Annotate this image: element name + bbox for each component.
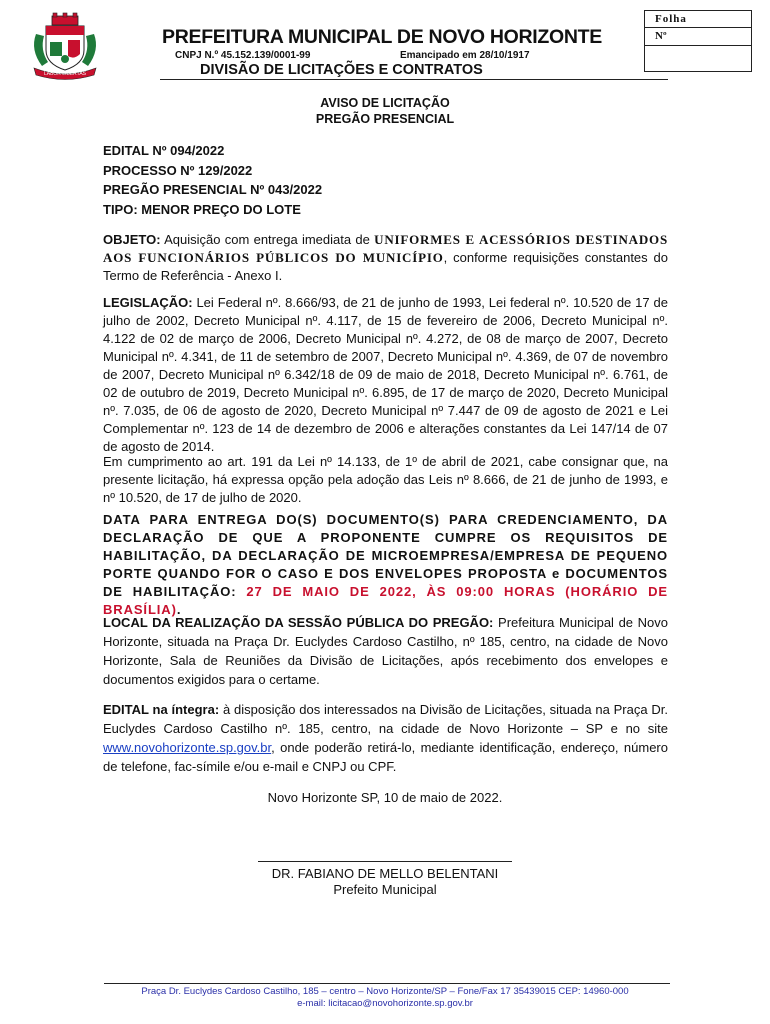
footer-email: e-mail: licitacao@novohorizonte.sp.gov.br xyxy=(297,998,473,1009)
local-paragraph xyxy=(103,613,668,689)
folha-stamp-box xyxy=(644,10,752,72)
municipal-coat-of-arms xyxy=(28,12,102,80)
aviso-title: AVISO DE LICITAÇÃO xyxy=(320,96,450,110)
numero-label: Nº xyxy=(645,28,751,46)
municipality-title: PREFEITURA MUNICIPAL DE NOVO HORIZONTE xyxy=(162,26,603,48)
data-entrega-end: . xyxy=(176,602,182,617)
header-divider xyxy=(160,79,668,80)
division-title: DIVISÃO DE LICITAÇÕES E CONTRATOS xyxy=(200,62,483,78)
data-entrega-text: DATA PARA ENTREGA DO(S) DOCUMENTO(S) PARA CREDENCIAMENTO, DA DECLARAÇÃO DE QUE A PROPONENTE CUMPRE OS REQUISITOS DE HABILITAÇÃO, DA DECLARAÇÃO DE MICROEMPRESA/EMPRESA DE PEQUENO PORTE QUANDO FOR O CASO E DOS ENVELOPES PROPOSTA e DOCUMENTOS DE HABILITAÇÃO: xyxy=(103,512,668,599)
cnpj-text: CNPJ N.º 45.152.139/0001-99 xyxy=(175,50,311,61)
coat-banner-text: LABOR LIBERTAS xyxy=(43,71,87,77)
tipo-line: TIPO: MENOR PREÇO DO LOTE xyxy=(103,201,301,217)
objeto-post: , conforme requisições constantes do Termo de Referência - Anexo I. xyxy=(103,250,668,283)
edital-number: EDITAL Nº 094/2022 xyxy=(103,143,225,158)
emancipation-text: Emancipado em 28/10/1917 xyxy=(400,50,530,61)
edital-integra-post: , onde poderão retirá-lo, mediante identificação, endereço, número de telefone, fac-símile e/ou e-mail e CNPJ ou CPF. xyxy=(103,740,668,774)
signatory-name: DR. FABIANO DE MELLO BELENTANI xyxy=(271,866,499,881)
legislacao-paragraph xyxy=(103,294,668,456)
identification-block xyxy=(103,141,322,219)
legislacao-text: Lei Federal nº. 8.666/93, de 21 de junho de 1993, Lei federal nº. 10.520 de 17 de julho de 2002, Decreto Municipal nº. 4.117, de 15 de fevereiro de 2006, Decreto Municipal nº. 4.122 de 02 de março de 2006, Decreto Municipal nº. 4.272, de 08 de março de 2007, Decreto Municipal nº. 4.341, de 11 de setembro de 2007, Decreto Municipal nº. 4.369, de 07 de novembro de 2007, Decreto Municipal nº 6.342/18 de 09 de maio de 2018, Decreto Municipal nº. 6.761, de 02 de outubro de 2019, Decreto Municipal nº. 6.895, de 17 de março de 2020, Decreto Municipal nº. 7.035, de 06 de agosto de 2020, Decreto Municipal nº 7.447 de 09 de agosto de 2021 e Lei Complementar nº. 123 de 14 de dezembro de 2006 e alterações constantes da Lei 147/14 de 07 de agosto de 2014. xyxy=(103,295,668,454)
signature-line xyxy=(258,861,512,862)
edital-integra-label: EDITAL na íntegra: xyxy=(103,702,220,717)
data-entrega-date: 27 DE MAIO DE 2022, ÀS 09:00 HORAS (HORÁRIO DE BRASÍLIA) xyxy=(103,584,668,617)
objeto-label: OBJETO: xyxy=(103,232,161,247)
footer-divider xyxy=(104,983,670,984)
local-text: Prefeitura Municipal de Novo Horizonte, situada na Praça Dr. Euclydes Cardoso Castilho, nº 185, centro, na cidade de Novo Horizonte, Sala de Reuniões da Divisão de Licitações, após recebimento dos envelopes e documentos exigidos para o certame. xyxy=(103,615,669,687)
signatory-role: Prefeito Municipal xyxy=(333,882,437,897)
edital-integra-paragraph xyxy=(103,700,668,776)
edital-integra-pre: à disposição dos interessados na Divisão de Licitações, situada na Praça Dr. Euclydes Cardoso Castilho nº. 185, centro, na cidade de Novo Horizonte – SP e no site xyxy=(103,702,668,736)
legislacao-label: LEGISLAÇÃO: xyxy=(103,295,193,310)
objeto-pre: Aquisição com entrega imediata de xyxy=(160,232,375,247)
cumprimento-paragraph: Em cumprimento ao art. 191 da Lei nº 14.133, de 1º de abril de 2021, cabe consignar que, na presente licitação, há expressa opção pela adoção das Leis nº 8.666, de 21 de junho de 1993, e nº 10.520, de 17 de julho de 2020. xyxy=(103,454,668,505)
local-label: LOCAL DA REALIZAÇÃO DA SESSÃO PÚBLICA DO PREGÃO: xyxy=(103,615,494,630)
pregao-number: PREGÃO PRESENCIAL Nº 043/2022 xyxy=(103,182,323,197)
folha-label: Folha xyxy=(645,11,751,28)
objeto-item: UNIFORMES E ACESSÓRIOS DESTINADOS AOS FUNCIONÁRIOS PÚBLICOS DO MUNICÍPIO xyxy=(103,232,668,265)
pregao-subtitle: PREGÃO PRESENCIAL xyxy=(315,112,455,126)
footer-address: Praça Dr. Euclydes Cardoso Castilho, 185 – centro – Novo Horizonte/SP – Fone/Fax 17 35439015 CEP: 14960-000 xyxy=(141,986,629,997)
objeto-paragraph xyxy=(103,231,668,285)
data-entrega-paragraph xyxy=(103,511,668,619)
place-date: Novo Horizonte SP, 10 de maio de 2022. xyxy=(267,790,503,805)
processo-number: PROCESSO Nº 129/2022 xyxy=(103,162,253,178)
website-link[interactable]: www.novohorizonte.sp.gov.br xyxy=(103,740,272,755)
